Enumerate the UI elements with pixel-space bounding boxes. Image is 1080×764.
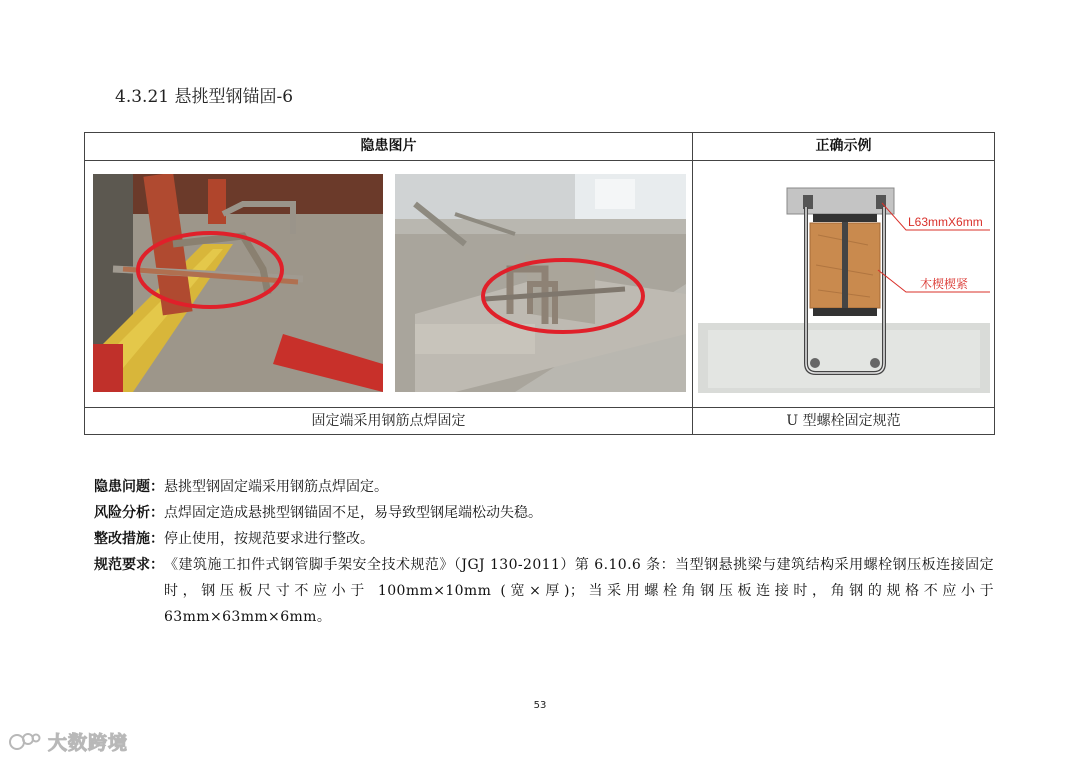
- header-hazard-photos: 隐患图片: [360, 138, 417, 154]
- note-risk-analysis: [94, 500, 994, 526]
- caption-correct: U 型螺栓固定规范: [786, 413, 901, 429]
- note-label: 整改措施：: [94, 531, 164, 547]
- caption-hazard: 固定端采用钢筋点焊固定: [311, 413, 466, 429]
- wood-wedge-label: 木楔楔紧: [920, 277, 969, 291]
- table-divider-vertical: [692, 133, 693, 434]
- hazard-photo-1: [93, 174, 383, 392]
- note-label: 风险分析：: [94, 505, 164, 521]
- note-label: 规范要求：: [94, 557, 164, 573]
- note-hazard-issue: [94, 474, 994, 500]
- note-text: 点焊固定造成悬挑型钢锚固不足，易导致型钢尾端松动失稳。: [164, 505, 542, 521]
- angle-steel-label: L63mmX6mm: [908, 215, 983, 229]
- note-text: 悬挑型钢固定端采用钢筋点焊固定。: [164, 479, 388, 495]
- table-divider-header: [85, 160, 994, 161]
- header-correct-example: 正确示例: [815, 138, 872, 154]
- u-bolt-diagram: [698, 175, 990, 393]
- u-bolt-diagram-svg: [698, 175, 990, 393]
- note-text: 停止使用，按规范要求进行整改。: [164, 531, 374, 547]
- watermark-logo-icon: [8, 730, 42, 754]
- note-label: 隐患问题：: [94, 479, 164, 495]
- notes-section: [94, 474, 994, 630]
- hazard-photo-2: [395, 174, 686, 392]
- hazard-photo-2-image: [395, 174, 686, 392]
- note-specification: [94, 552, 994, 630]
- watermark-text: 大数跨境: [48, 732, 129, 754]
- section-title: 4.3.21 悬挑型钢锚固-6: [115, 87, 294, 107]
- note-text: 《建筑施工扣件式钢管脚手架安全技术规范》（JGJ 130-2011）第 6.10.6 条：当型钢悬挑梁与建筑结构采用螺栓钢压板连接固定时，钢压板尺寸不应小于 100mm×10mm (宽×厚)；当采用螺栓角钢压板连接时，角钢的规格不应小于 63mm×63mm×6mm。: [164, 557, 994, 625]
- note-rectification: [94, 526, 994, 552]
- watermark: [8, 728, 128, 755]
- hazard-photo-1-image: [93, 174, 383, 392]
- hazard-table: [84, 132, 995, 435]
- page-number: 53: [533, 700, 547, 711]
